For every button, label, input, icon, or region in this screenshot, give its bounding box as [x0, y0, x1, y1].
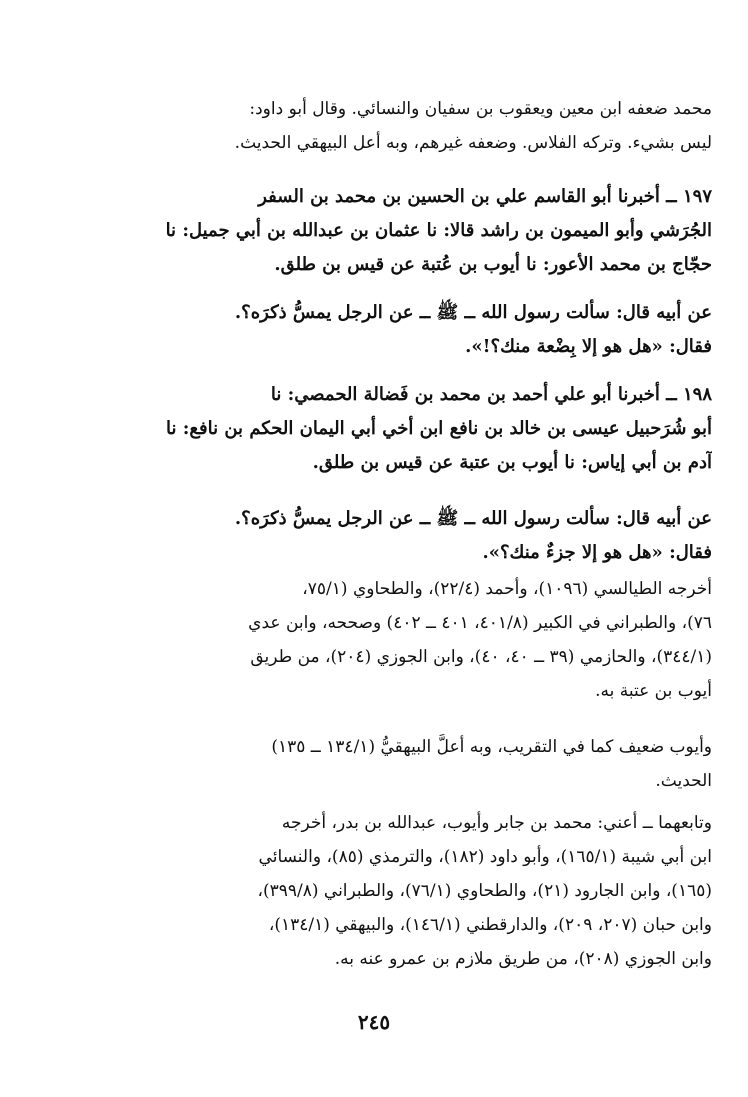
text-line: ١٩٨ ــ أخبرنا أبو علي أحمد بن محمد بن فَضالة الحمصي: نا	[270, 384, 712, 405]
page-number: ٢٤٥	[357, 1010, 391, 1034]
hadith-197-isnad	[100, 180, 712, 282]
text-line: وتابعهما ــ أعني: محمد بن جابر وأيوب، عبدالله بن بدر، أخرجه	[281, 813, 712, 833]
text-line: أيوب بن عتبة به.	[595, 681, 712, 701]
text-line: الجُرَشي وأبو الميمون بن راشد قالا: نا عثمان بن عبدالله بن أبي جميل: نا	[165, 220, 712, 241]
text-line: ٧٦)، والطبراني في الكبير (٤٠١/٨، ٤٠١ ــ ٤٠٢) وصححه، وابن عدي	[248, 613, 712, 633]
mutabaat-paragraph	[100, 806, 712, 976]
text-line: فقال: «هل هو إلا جزءٌ منك؟».	[482, 542, 712, 563]
text-line: محمد ضعفه ابن معين ويعقوب بن سفيان والنسائي. وقال أبو داود:	[249, 99, 712, 119]
text-line: أبو شُرَحبيل عيسى بن خالد بن نافع ابن أخي أبي اليمان الحكم بن نافع: نا	[166, 418, 712, 439]
text-line: (٣٤٤/١)، والحازمي (٣٩ ــ ٤٠، ٤٠)، وابن الجوزي (٢٠٤)، من طريق	[250, 647, 712, 667]
text-line: (١٦٥)، وابن الجارود (٢١)، والطحاوي (٧٦/١)، والطبراني (٣٩٩/٨)،	[257, 881, 712, 901]
text-line: ليس بشيء. وتركه الفلاس. وضعفه غيرهم، وبه أعل البيهقي الحديث.	[234, 133, 712, 153]
ayyub-paragraph	[100, 730, 712, 798]
text-line: الحديث.	[655, 771, 712, 791]
text-line: عن أبيه قال: سألت رسول الله ــ ﷺ ــ عن الرجل يمسُّ ذكرَه؟.	[234, 508, 712, 529]
text-line: أخرجه الطيالسي (١٠٩٦)، وأحمد (٢٢/٤)، والطحاوي (٧٥/١،	[302, 579, 712, 599]
text-line: ابن أبي شيبة (١٦٥/١)، وأبو داود (١٨٢)، والترمذي (٨٥)، والنسائي	[258, 847, 712, 867]
takhrij-paragraph	[100, 572, 712, 708]
text-line: حجّاج بن محمد الأعور: نا أيوب بن عُتبة عن قيس بن طلق.	[274, 254, 712, 275]
intro-paragraph	[100, 92, 712, 160]
text-line: وأيوب ضعيف كما في التقريب، وبه أعلَّ البيهقيُّ (١٣٤/١ ــ ١٣٥)	[271, 737, 712, 757]
hadith-197-matn	[100, 296, 712, 364]
text-line: ١٩٧ ــ أخبرنا أبو القاسم علي بن الحسين بن محمد بن السفر	[258, 186, 712, 207]
text-line: وابن الجوزي (٢٠٨)، من طريق ملازم بن عمرو عنه به.	[334, 949, 712, 969]
hadith-198-isnad	[100, 378, 712, 480]
text-line: فقال: «هل هو إلا بِضْعة منك؟!».	[465, 336, 712, 357]
hadith-198-matn	[100, 502, 712, 570]
text-line: آدم بن أبي إياس: نا أيوب بن عتبة عن قيس بن طلق.	[312, 452, 712, 473]
text-line: وابن حبان (٢٠٧، ٢٠٩)، والدارقطني (١٤٦/١)، والبيهقي (١٣٤/١)،	[268, 915, 712, 935]
text-line: عن أبيه قال: سألت رسول الله ــ ﷺ ــ عن الرجل يمسُّ ذكرَه؟.	[234, 302, 712, 323]
